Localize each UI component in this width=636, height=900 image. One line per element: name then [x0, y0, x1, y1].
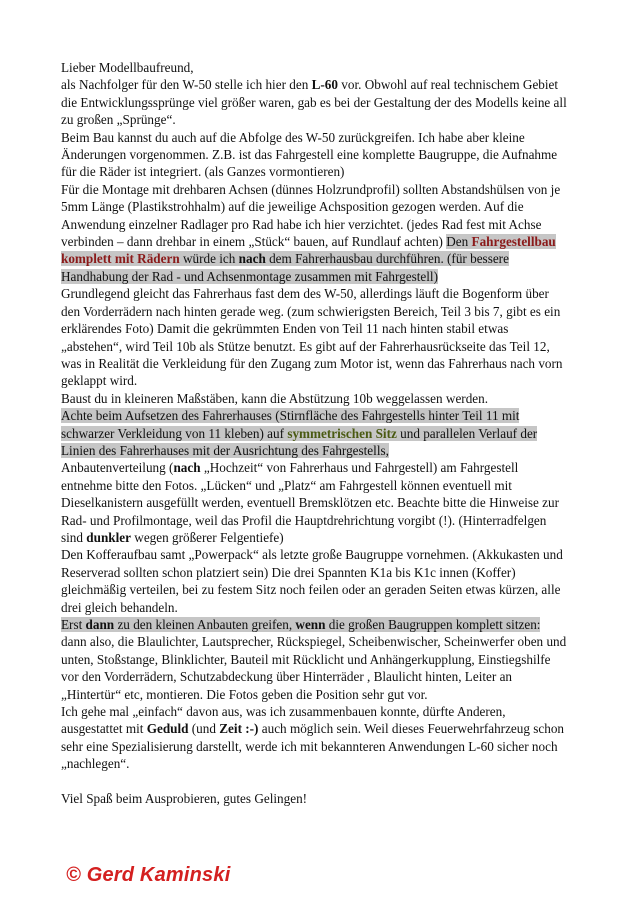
paragraph-axles — [61, 181, 569, 285]
greeting: Lieber Modellbaufreund, — [61, 60, 194, 75]
paragraph-build-order: Beim Bau kannst du auch auf die Abfolge des W-50 zurückgreifen. Ich habe aber kleine Änderungen vorgenommen. Z.B. ist das Fahrgestell eine komplette Baugruppe, die Aufnahme für die Räder ist integriert. (als Ganzes vormontieren) — [61, 129, 558, 180]
paragraph-intro — [61, 76, 569, 128]
signature: © Gerd Kaminski — [66, 864, 231, 886]
patience-e: auch möglich sein. Weil dieses Feuerwehrfahrzeug schon sehr eine Spezialisierung darstellt, werde ich mit bekannteren Anwendungen L-60 sicher noch „nachlegen“. — [61, 721, 565, 772]
letter-body — [61, 59, 569, 807]
paragraph-cab-mount — [61, 407, 569, 459]
small-parts-e: die großen Baugruppen komplett sitzen: — [325, 617, 541, 632]
patience-c: (und — [188, 721, 220, 737]
patience-a: Ich gehe mal „einfach“ davon aus, was ich zusammenbauen konnte, dürfte Anderen, ausgestattet mit — [61, 704, 506, 737]
chassis-note-a: Den — [446, 234, 472, 250]
attachments-e: wegen größerer Felgentiefe) — [131, 529, 284, 545]
time-emphasis: Zeit :-) — [219, 721, 259, 737]
attachments-a: Anbautenverteilung ( — [61, 460, 174, 476]
patience-emphasis: Geduld — [146, 721, 189, 737]
paragraph-small-parts — [61, 616, 569, 703]
small-parts-list: dann also, die Blaulichter, Lautsprecher, Rückspiegel, Scheibenwischer, Scheinwerfer oben und unten, Stoßstange, Blinklichter, Bauteil mit Rücklicht und Anhängerkupplung, Einstiegshilfe vor den Vorderrädern, Schutzabdeckung über Hinterräder , Blaulicht hinten, Leiter an „Hintertür“ etc, montieren. Die Fotos geben die Position sehr gut vor. — [61, 634, 567, 702]
paragraph-attachments — [61, 459, 569, 546]
small-parts-a: Erst — [61, 617, 86, 632]
chassis-note-e: dem Fahrerhausbau durchführen. (für bessere Handhabung der Rad - und Achsenmontage zusammen mit Fahrgestell) — [61, 251, 509, 284]
closing-line: Viel Spaß beim Ausprobieren, gutes Gelingen! — [61, 791, 308, 807]
intro-text-a: als Nachfolger für den W-50 stelle ich hier den — [61, 77, 312, 93]
symmetric-fit-emphasis: symmetrischen Sitz — [287, 425, 397, 441]
chassis-note-c: würde ich — [179, 251, 239, 267]
chassis-with-wheels-emphasis: Fahrgestellbau komplett mit Rädern — [61, 234, 556, 267]
paragraph-patience — [61, 703, 569, 773]
paragraph-spacer — [61, 773, 569, 790]
attachments-c: „Hochzeit“ von Fahrerhaus und Fahrgestell) am Fahrgestell entnehme bitte den Fotos. „Lücken“ und „Platz“ am Fahrgestell können eventuell mit Dieselkanistern ausgefüllt werden, eventuell Bremsklötzen etc. Beachte bitte die Hinweise zur Rad- und Profilmontage, weil das Profil die Hauptdrehrichtung vorgibt (!). (Hinterradfelgen sind — [61, 460, 560, 545]
cab-mount-a: Achte beim Aufsetzen des Fahrerhauses (Stirnfläche des Fahrgestells hinter Teil 11 mit schwarzer Verkleidung von 11 kleben) auf — [61, 408, 520, 441]
paragraph-scale: Baust du in kleineren Maßstäben, kann die Abstützung 10b weggelassen werden. — [61, 390, 489, 406]
wenn-emphasis: wenn — [295, 617, 326, 632]
axles-text: Für die Montage mit drehbaren Achsen (dünnes Holzrundprofil) sollten Abstandshülsen von je 5mm Länge (Plastikstrohhalm) auf die jeweilige Achsposition gezogen werden. Auf die Anwendung einzelner Radlager pro Rad habe ich hier verzichtet. (jedes Rad fest mit Achse verbinden – dann drehbar in einem „Stück“ bauen, auf Rundlauf achten) — [61, 181, 561, 250]
model-name: L-60 — [311, 77, 338, 93]
after-emphasis: nach — [238, 251, 266, 267]
dann-emphasis: dann — [85, 617, 115, 632]
small-parts-c: zu den kleinen Anbauten greifen, — [114, 617, 296, 632]
paragraph-cab: Grundlegend gleicht das Fahrerhaus fast dem des W-50, allerdings läuft die Bogenform über den Vorderrädern nach hinten gerade weg. (zum schwierigsten Bereich, Teil 3 bis 7, gibt es ein erklärendes Foto) Damit die gekrümmten Enden von Teil 11 nach hinten stabil etwas „abstehen“, wird Teil 10b als Stütze benutzt. Es gibt auf der Fahrerhausrückseite das Teil 12, was in Realität die Verkleidung für den Zugang zum Motor ist, wenn das Fahrerhaus nach vorn geklappt wird. — [61, 286, 563, 389]
highlight-cab-mount — [61, 408, 537, 458]
cab-mount-c: und parallelen Verlauf der Linien des Fahrerhauses mit der Ausrichtung des Fahrgestells, — [61, 425, 538, 458]
paragraph-box-body: Den Kofferaufbau samt „Powerpack“ als letzte große Baugruppe vornehmen. (Akkukasten und Reserverad sollten schon platziert sein) Die drei Spannten K1a bis K1c innen (Koffer) gleichmäßig verteilen, bei zu festem Sitz noch feilen oder an geraden Seiten etwas kürzen, alle drei gleich behandeln. — [61, 547, 563, 615]
nach-emphasis: nach — [173, 460, 201, 476]
darker-emphasis: dunkler — [86, 529, 131, 545]
intro-text-c: vor. Obwohl auf real technischem Gebiet die Entwicklungssprünge viel größer waren, gab es bei der Gestaltung der des Modells keine all zu großen „Sprünge“. — [61, 77, 567, 128]
highlight-small-parts — [61, 617, 540, 632]
